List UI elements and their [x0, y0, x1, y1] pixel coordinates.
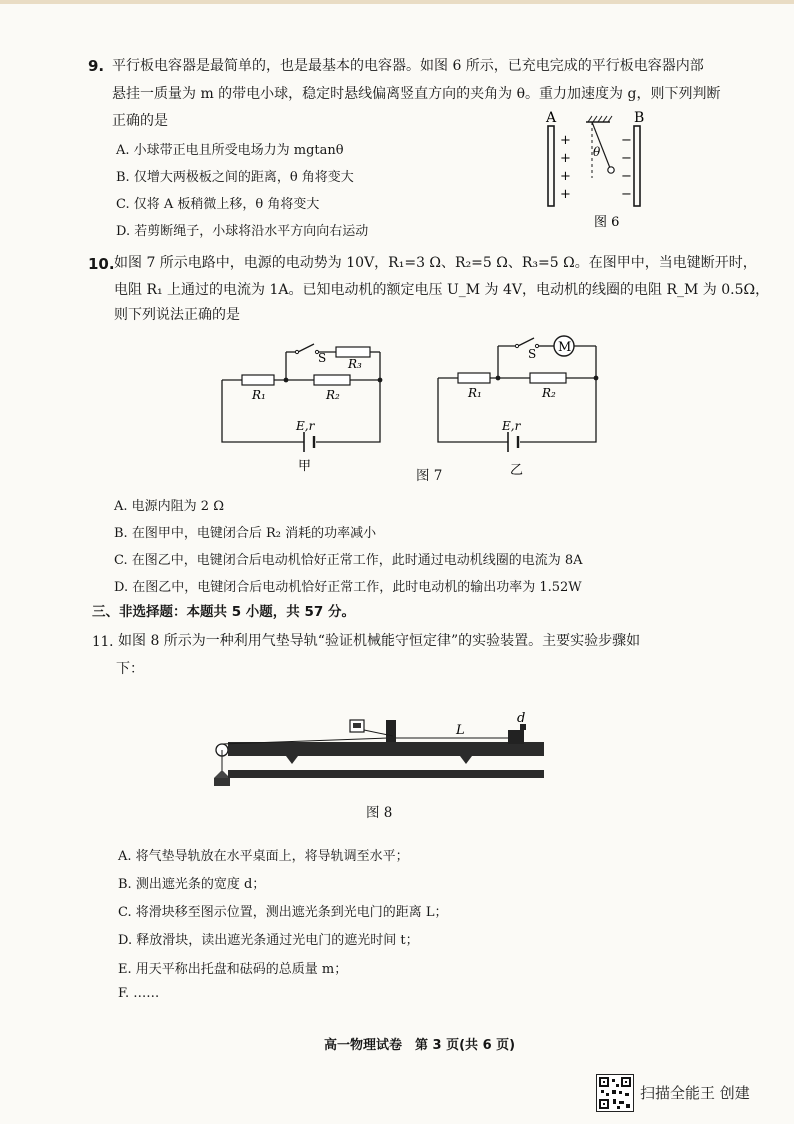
q11-step-c: C. 将滑块移至图示位置，测出遮光条到光电门的距离 L； — [118, 905, 448, 920]
plate-b-label: B — [634, 110, 645, 126]
label-jia: 甲 — [298, 459, 312, 474]
q9-number: 9. — [88, 57, 105, 75]
junction — [284, 378, 289, 383]
figure-6-caption: 图 6 — [594, 215, 620, 230]
weights — [214, 778, 230, 786]
plus-sign: + — [560, 133, 571, 148]
page-footer: 高一物理试卷 第 3 页(共 6 页) — [324, 1038, 516, 1053]
track-support — [460, 756, 472, 764]
resistor-r2 — [314, 375, 350, 385]
minus-sign: − — [621, 169, 632, 184]
q10-option-b: B. 在图甲中，电键闭合后 R₂ 消耗的功率减小 — [114, 526, 377, 541]
q11-step-a: A. 将气垫导轨放在水平桌面上，将导轨调至水平； — [118, 849, 409, 864]
tray — [214, 770, 230, 778]
track-support — [286, 756, 298, 764]
junction — [378, 378, 383, 383]
ceiling-hatch — [588, 116, 612, 122]
photogate — [508, 730, 524, 744]
q9-stem-line1: 平行板电容器是最简单的，也是最基本的电容器。如图 6 所示，已充电完成的平行板电容器内部 — [112, 58, 704, 74]
l-label: L — [456, 723, 465, 738]
source-label: E,r — [296, 419, 315, 433]
minus-sign: − — [621, 151, 632, 166]
q10-number: 10. — [88, 255, 115, 273]
r2-label: R₂ — [326, 388, 340, 402]
q11-number: 11. — [92, 634, 114, 650]
r2-label: R₂ — [542, 386, 556, 400]
switch-blade — [298, 344, 314, 352]
timer-display — [353, 723, 361, 728]
switch-blade — [518, 338, 534, 346]
r1-label: R₁ — [468, 386, 482, 400]
figure-7-circuit-jia — [214, 336, 389, 476]
figure-7-caption: 图 7 — [416, 468, 443, 484]
q9-option-a: A. 小球带正电且所受电场力为 mgtanθ — [116, 143, 344, 158]
q10-option-d: D. 在图乙中，电键闭合后电动机恰好正常工作，此时电动机的输出功率为 1.52W — [114, 580, 582, 595]
figure-7-circuit-yi — [430, 334, 605, 479]
track-base — [228, 770, 544, 778]
resistor-r3 — [336, 347, 370, 357]
d-label: d — [517, 712, 526, 726]
plus-sign: + — [560, 169, 571, 184]
q11-step-b: B. 测出遮光条的宽度 d； — [118, 877, 266, 892]
q11-step-e: E. 用天平称出托盘和砝码的总质量 m； — [118, 962, 348, 977]
resistor-r1 — [242, 375, 274, 385]
plate-b — [634, 126, 640, 206]
q9-option-b: B. 仅增大两极板之间的距离，θ 角将变大 — [116, 170, 354, 185]
section-3-heading: 三、非选择题：本题共 5 小题，共 57 分。 — [92, 604, 355, 620]
motor-label: M — [558, 340, 572, 355]
q10-stem-line1: 如图 7 所示电路中，电源的电动势为 10V，R₁=3 Ω、R₂=5 Ω、R₃=5 Ω。在图甲中，当电键断开时， — [114, 255, 757, 271]
scan-top-edge — [0, 0, 794, 4]
q9-option-d: D. 若剪断绳子，小球将沿水平方向向右运动 — [116, 224, 369, 239]
r3-label: R₃ — [348, 357, 362, 371]
q11-step-f: F. …… — [118, 986, 160, 1001]
q11-step-d: D. 释放滑块，读出遮光条通过光电门的遮光时间 t； — [118, 933, 419, 948]
scanner-watermark: 扫描全能王 创建 — [640, 1084, 750, 1102]
plus-sign: + — [560, 187, 571, 202]
slider — [386, 720, 396, 742]
q10-option-a: A. 电源内阻为 2 Ω — [114, 499, 224, 514]
switch-label: S — [528, 347, 537, 361]
r1-label: R₁ — [252, 388, 266, 402]
q9-stem-line3: 正确的是 — [112, 113, 168, 129]
switch-label: S — [318, 351, 327, 365]
q11-stem-line1: 如图 8 所示为一种利用气垫导轨“验证机械能守恒定律”的实验装置。主要实验步骤如 — [118, 633, 641, 649]
resistor-r2 — [530, 373, 566, 383]
source-label: E,r — [502, 419, 521, 433]
q10-stem-line3: 则下列说法正确的是 — [114, 307, 240, 323]
q9-stem-line2: 悬挂一质量为 m 的带电小球，稳定时悬线偏离竖直方向的夹角为 θ。重力加速度为 g，则下列判断 — [112, 86, 721, 102]
switch-contact — [295, 350, 298, 353]
figure-8-air-track — [208, 712, 553, 802]
plate-a-label: A — [546, 110, 557, 126]
resistor-r1 — [458, 373, 490, 383]
plus-sign: + — [560, 151, 571, 166]
switch-contact — [515, 344, 518, 347]
charged-ball — [608, 167, 614, 173]
air-track — [228, 742, 544, 756]
plate-a — [548, 126, 554, 206]
junction — [496, 376, 501, 381]
label-yi: 乙 — [510, 463, 524, 478]
theta-label: θ — [593, 145, 601, 159]
q11-stem-line2: 下： — [116, 661, 144, 677]
figure-6-capacitor — [530, 108, 670, 234]
qr-code-icon — [596, 1074, 634, 1112]
q10-option-c: C. 在图乙中，电键闭合后电动机恰好正常工作，此时通过电动机线圈的电流为 8A — [114, 553, 583, 568]
q10-stem-line2: 电阻 R₁ 上通过的电流为 1A。已知电动机的额定电压 U_M 为 4V，电动机的线圈的电阻 R_M 为 0.5Ω， — [114, 282, 770, 298]
q9-option-c: C. 仅将 A 板稍微上移，θ 角将变大 — [116, 197, 320, 212]
junction — [594, 376, 599, 381]
figure-8-caption: 图 8 — [366, 805, 393, 821]
minus-sign: − — [621, 133, 632, 148]
minus-sign: − — [621, 187, 632, 202]
